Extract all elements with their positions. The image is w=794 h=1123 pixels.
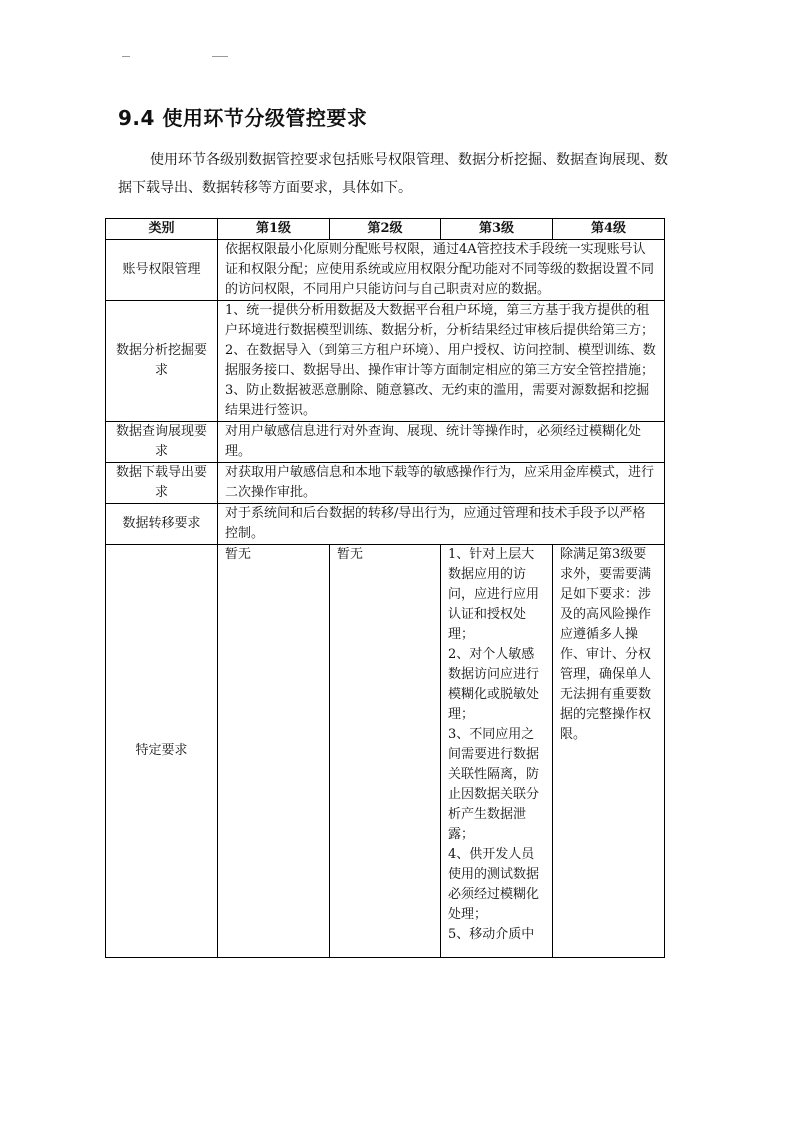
row-category: 数据转移要求 <box>106 504 218 545</box>
special-level-3: 1、针对上层大数据应用的访问，应进行应用认证和授权处理； 2、对个人敏感数据访问应进行模糊化或脱敏处理； 3、不同应用之间需要进行数据关联性隔离，防止因数据关联分析产生数据泄露； 4、供开发人员使用的测试数据必须经过模糊化处理； 5、移动介质中 <box>441 545 553 958</box>
section-title: 9.4 使用环节分级管控要求 <box>118 106 368 130</box>
table-row-account <box>106 240 665 301</box>
row-category: 账号权限管理 <box>106 240 218 301</box>
row-category: 数据下载导出要求 <box>106 463 218 504</box>
row-content: 依据权限最小化原则分配账号权限，通过4A管控技术手段统一实现账号认证和权限分配；应使用系统或应用权限分配功能对不同等级的数据设置不同的访问权限，不同用户只能访问与自己职责对应的数据。 <box>218 240 665 301</box>
row-content: 对用户敏感信息进行对外查询、展现、统计等操作时，必须经过模糊化处理。 <box>218 422 665 463</box>
table-row-special <box>106 545 665 958</box>
header-mark-left <box>122 56 130 57</box>
special-level-2: 暂无 <box>330 545 441 958</box>
row-content: 1、统一提供分析用数据及大数据平台租户环境，第三方基于我方提供的租户环境进行数据模型训练、数据分析，分析结果经过审核后提供给第三方； 2、在数据导入（到第三方租户环境）、用户授权、访问控制、模型训练、数据服务接口、数据导出、操作审计等方面制定相应的第三方安全管控措施； 3、防止数据被恶意删除、随意篡改、无约束的滥用，需要对源数据和挖掘结果进行签识。 <box>218 301 665 422</box>
special-level-4: 除满足第3级要求外，要需要满足如下要求：涉及的高风险操作应遵循多人操作、审计、分权管理，确保单人无法拥有重要数据的完整操作权限。 <box>553 545 665 958</box>
table-row-analysis <box>106 301 665 422</box>
row-category: 数据查询展现要求 <box>106 422 218 463</box>
page-header-marks <box>120 50 240 62</box>
row-category: 数据分析挖掘要求 <box>106 301 218 422</box>
header-mark-right <box>212 56 228 57</box>
table-row-query <box>106 422 665 463</box>
header-level-2: 第2级 <box>330 219 441 240</box>
header-category: 类别 <box>106 219 218 240</box>
header-level-1: 第1级 <box>218 219 330 240</box>
header-level-4: 第4级 <box>553 219 665 240</box>
table-header-row <box>106 219 665 240</box>
intro-paragraph: 使用环节各级别数据管控要求包括账号权限管理、数据分析挖掘、数据查询展现、数据下载导出、数据转移等方面要求，具体如下。 <box>118 152 668 196</box>
special-level-1: 暂无 <box>218 545 330 958</box>
row-content: 对获取用户敏感信息和本地下载等的敏感操作行为，应采用金库模式，进行二次操作审批。 <box>218 463 665 504</box>
table-row-transfer <box>106 504 665 545</box>
header-level-3: 第3级 <box>441 219 553 240</box>
row-content: 对于系统间和后台数据的转移/导出行为，应通过管理和技术手段予以严格控制。 <box>218 504 665 545</box>
row-category: 特定要求 <box>106 545 218 958</box>
requirements-table <box>105 218 665 958</box>
table-row-download <box>106 463 665 504</box>
